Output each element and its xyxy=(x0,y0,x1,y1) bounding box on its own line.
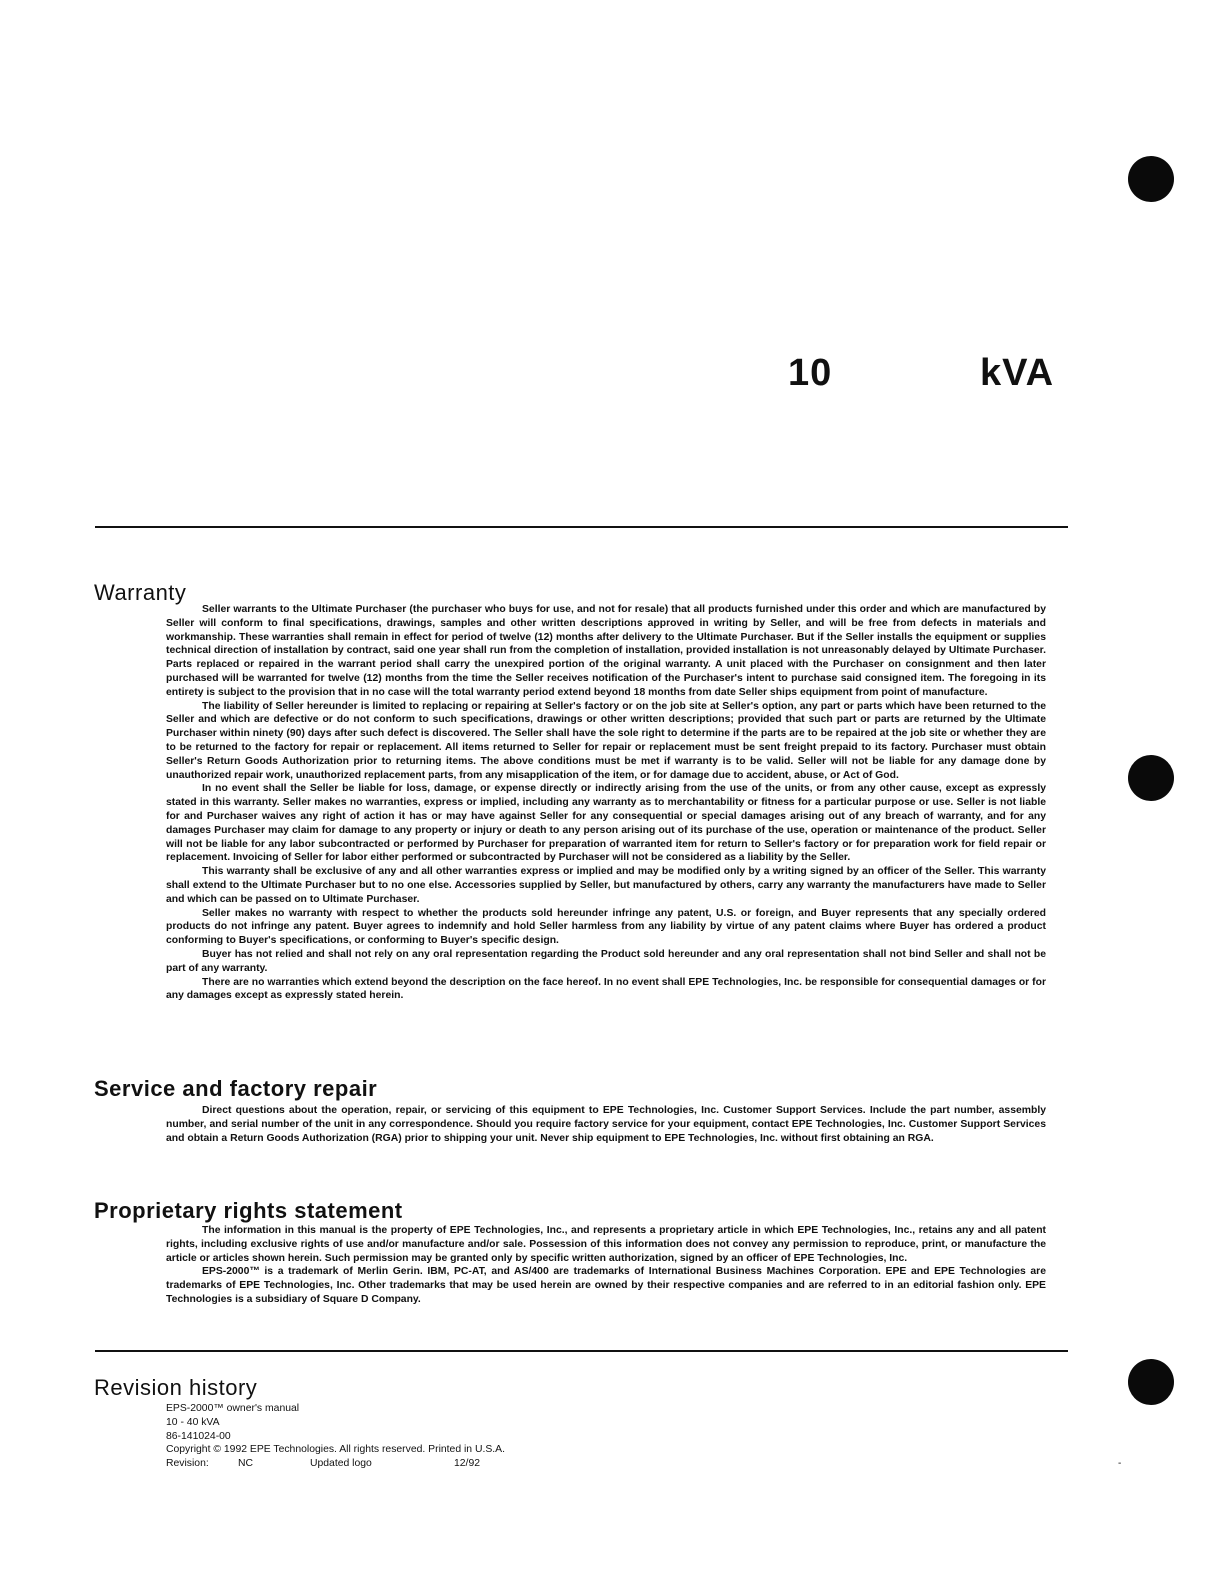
binder-hole-bottom xyxy=(1128,1359,1174,1405)
corner-mark: - xyxy=(1118,1458,1122,1469)
service-paragraph-1: Direct questions about the operation, repair, or servicing of this equipment to EPE Technologies, Inc. Customer Support Services. Include the part number, assembly number, and serial number of the unit in any correspondence. Should you require factory service for your equipment, contact EPE Technologies, Inc. Customer Support Services and obtain a Return Goods Authorization (RGA) prior to shipping your unit. Never ship equipment to EPE Technologies, Inc. without first obtaining an RGA. xyxy=(166,1105,1046,1144)
warranty-paragraph-7: There are no warranties which extend beyond the description on the face hereof. In no event shall EPE Technologies, Inc. be responsible for consequential damages or for any damages except as expressly stated herein. xyxy=(166,976,1046,1002)
warranty-heading: Warranty xyxy=(94,580,187,605)
revision-title-line: EPS-2000™ owner's manual xyxy=(166,1403,300,1414)
revision-code: NC xyxy=(238,1458,254,1470)
service-body xyxy=(166,1104,1046,1145)
proprietary-paragraph-2: EPS-2000™ is a trademark of Merlin Gerin. IBM, PC-AT, and AS/400 are trademarks of International Business Machines Corporation. EPE and EPE Technologies are trademarks of EPE Technologies, Inc. Other trademarks that may be used herein are owned by their respective companies and are referred to in an editorial fashion only. EPE Technologies is a subsidiary of Square D Company. xyxy=(166,1266,1046,1305)
warranty-paragraph-3: In no event shall the Seller be liable for loss, damage, or expense directly or indirectly arising from the use of the units, or from any other cause, except as expressly stated in this warranty. Seller makes no warranties, express or implied, including any warranty as to merchantability or fitness for a particular purpose or use. Seller is not liable for and Purchaser waives any right of action it has or may have against Seller for any consequential or special damages arising out of any breach of warranty, and for any damages Purchaser may claim for damage to any property or injury or death to any person arising out of its purchase of the use, operation or maintenance of the product. Seller will not be liable for any labor subcontracted or performed by Purchaser for preparation of warranted item for return to Seller's factory or for preparation work for field repair or replacement. Invoicing of Seller for labor either performed or subcontracted by Purchaser will not be considered as a liability by the Seller. xyxy=(166,783,1046,864)
revision-description: Updated logo xyxy=(310,1458,372,1470)
power-range-low: 10 xyxy=(788,352,833,394)
warranty-paragraph-5: Seller makes no warranty with respect to whether the products sold hereunder infringe any patent, U.S. or foreign, and Buyer represents that any specially ordered products do not infringe any patent. Buyer agrees to indemnify and hold Seller harmless from any liability by virtue of any patent claims where Buyer has ordered a product conforming to Buyer's specifications, or conforming to Buyer's specific design. xyxy=(166,907,1046,947)
warranty-paragraph-1: Seller warrants to the Ultimate Purchaser (the purchaser who buys for use, and not for resale) that all products furnished under this order and which are manufactured by Seller will conform to final specifications, drawings, samples and other written descriptions approved in writing by Seller, and will be free from defects in materials and workmanship. These warranties shall remain in effect for period of twelve (12) months after delivery to the Ultimate Purchaser. But if the Seller installs the equipment or supplies technical direction of installation by contract, said one year shall run from the completion of installation, provided installation is not unreasonably delayed by Ultimate Purchaser. Parts replaced or repaired in the warrant period shall carry the unexpired portion of the original warranty. A unit placed with the Purchaser on consignment and then later purchased will be warranted for twelve (12) months from the time the Seller receives notification of the Purchaser's intent to purchase said consigned item. The foregoing in its entirety is subject to the provision that in no case will the total warranty period extend beyond 18 months from date Seller ships equipment from point of manufacture. xyxy=(166,604,1046,698)
power-range-unit: kVA xyxy=(980,352,1055,394)
bottom-divider xyxy=(95,1350,1068,1352)
warranty-body xyxy=(166,603,1046,1003)
binder-hole-top xyxy=(1128,156,1174,202)
top-divider xyxy=(95,526,1068,528)
revision-copyright: Copyright © 1992 EPE Technologies. All rights reserved. Printed in U.S.A. xyxy=(166,1444,505,1456)
warranty-paragraph-6: Buyer has not relied and shall not rely on any oral representation regarding the Product sold hereunder and any oral representation shall not bind Seller and shall not be part of any warranty. xyxy=(166,948,1046,974)
proprietary-body xyxy=(166,1224,1046,1307)
proprietary-heading: Proprietary rights statement xyxy=(94,1198,403,1223)
revision-range-line: 10 - 40 kVA xyxy=(166,1416,220,1428)
revision-part-number: 86-141024-00 xyxy=(166,1430,231,1442)
warranty-paragraph-2: The liability of Seller hereunder is limited to replacing or repairing at Seller's factory or on the job site at Seller's option, any part or parts which have been returned to the Seller and which are defective or do not conform to such specifications, drawings or other written descriptions; provided that such part or parts are returned by the Ultimate Purchaser within ninety (90) days after such defect is discovered. The Seller shall have the sole right to determine if the parts are to be repaired at the job site or whether they are to be returned to the factory for repair or replacement. All items returned to Seller for repair or replacement must be sent freight prepaid to its factory. Purchaser must obtain Seller's Return Goods Authorization prior to returning items. The above conditions must be met if warranty is to be valid. Seller will not be liable for any damage done by unauthorized repair work, unauthorized replacement parts, from any misapplication of the item, or for damage due to accident, abuse, or Act of God. xyxy=(166,700,1046,781)
revision-heading: Revision history xyxy=(94,1375,258,1400)
service-heading: Service and factory repair xyxy=(94,1076,378,1101)
binder-hole-middle xyxy=(1128,755,1174,801)
revision-date: 12/92 xyxy=(454,1458,481,1470)
warranty-paragraph-4: This warranty shall be exclusive of any and all other warranties express or implied and may be modified only by a writing signed by an officer of the Seller. This warranty shall extend to the Ultimate Purchaser but to no one else. Accessories supplied by Seller, but manufactured by others, carry any warranty the manufacturers have made to Seller and which can be passed on to Ultimate Purchaser. xyxy=(166,866,1046,905)
revision-label: Revision: xyxy=(166,1458,209,1470)
proprietary-paragraph-1: The information in this manual is the property of EPE Technologies, Inc., and represents a proprietary article in which EPE Technologies, Inc., retains any and all patent rights, including exclusive rights of use and/or manufacture and/or sale. Possession of this information does not convey any permission to reproduce, print, or manufacture the article or articles shown herein. Such permission may be granted only by specific written authorization, signed by an officer of EPE Technologies, Inc. xyxy=(166,1225,1046,1264)
